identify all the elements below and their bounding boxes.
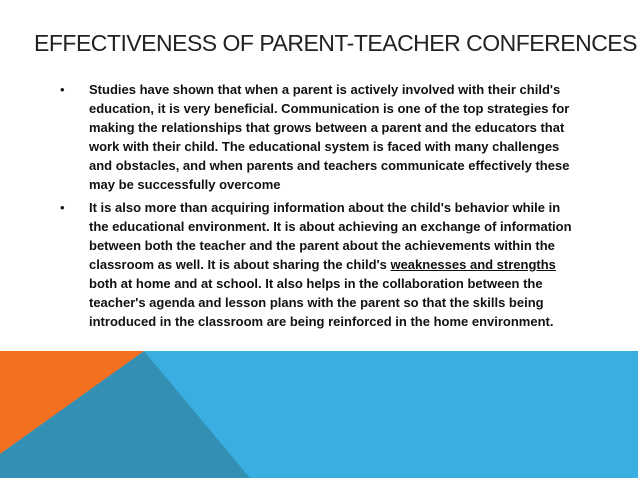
underlined-phrase: weaknesses and strengths — [390, 257, 556, 272]
slide-title: EFFECTIVENESS OF PARENT-TEACHER CONFERENCES — [34, 30, 637, 56]
bullet-text-before: It is also more than acquiring information about the child's behavior while in the educational environment. It is about achieving an exchange of information between both the teacher and the parent about the achievements within the classroom as well. It is about sharing the child's — [89, 200, 572, 272]
bullet-text: Studies have shown that when a parent is actively involved with their child's education, it is very beneficial. Communication is one of the top strategies for making the relationships that grows between a parent and the educators that work with their child. The educational system is faced with many challenges and obstacles, and when parents and teachers communicate effectively these may be successfully overcome — [89, 82, 570, 192]
bullet-list — [60, 80, 580, 335]
bullet-text-after: both at home and at school. It also helps in the collaboration between the teacher's agenda and lesson plans with the parent so that the skills being introduced in the classroom are being reinforced in the home environment. — [89, 276, 554, 329]
bullet-marker: • — [60, 200, 65, 215]
decorative-footer — [0, 351, 638, 478]
bullet-item — [60, 80, 580, 194]
bullet-text — [89, 198, 580, 331]
bullet-item — [60, 198, 580, 331]
bullet-marker: • — [60, 82, 65, 97]
